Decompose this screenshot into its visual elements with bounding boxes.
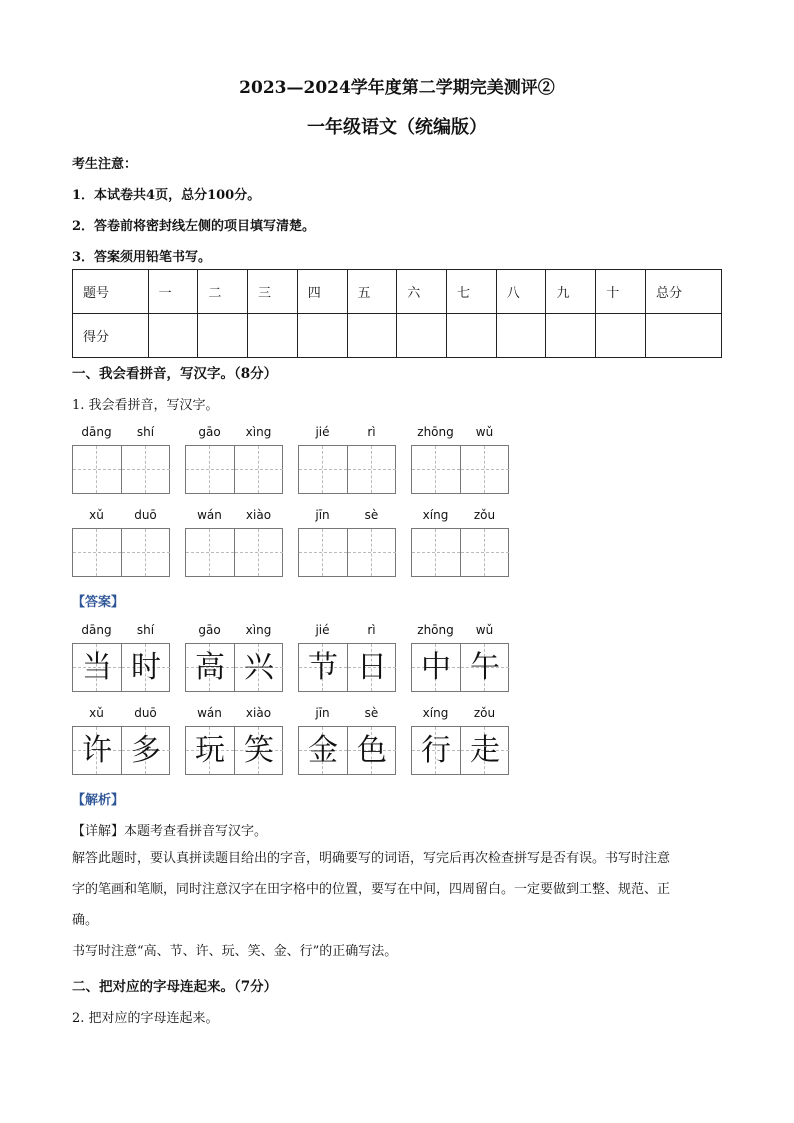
pinyin-label: wán: [197, 508, 222, 522]
tianzige-cell: [186, 727, 235, 774]
tianzige-cell[interactable]: [235, 529, 283, 576]
tianzige-cell: [235, 727, 283, 774]
pinyin-label: xìng: [245, 425, 272, 439]
detail-line: 【详解】本题考查看拼音写汉字。: [72, 824, 268, 839]
analysis-label: 【解析】: [72, 793, 125, 808]
pinyin-label: xiào: [245, 706, 272, 720]
tianzige-box: [411, 643, 509, 692]
pinyin-label: dāng: [81, 623, 112, 637]
answer-label: 【答案】: [72, 595, 125, 610]
grid-guide-line: [371, 446, 372, 493]
grid-guide-line: [73, 552, 121, 553]
answer-character: 当: [82, 650, 112, 685]
pinyin-label: zǒu: [473, 706, 496, 720]
pinyin-label: wǔ: [475, 425, 494, 439]
grid-guide-line: [484, 446, 485, 493]
pinyin-label: xíng: [422, 508, 449, 522]
answer-character: 午: [470, 650, 500, 685]
tianzige-box: [411, 528, 509, 577]
explanation-line: 书写时注意“高、节、许、玩、笑、金、行”的正确写法。: [72, 944, 398, 959]
score-cell: 三: [248, 270, 298, 314]
tianzige-box: [185, 643, 283, 692]
tianzige-box: [72, 726, 170, 775]
exam-title: 2023—2024学年度第二学期完美测评②: [239, 78, 555, 98]
answer-character: 色: [357, 733, 387, 768]
score-input-cell[interactable]: [198, 314, 248, 358]
tianzige-cell[interactable]: [299, 446, 348, 493]
tianzige-box: [411, 726, 509, 775]
score-input-cell[interactable]: [347, 314, 397, 358]
answer-character: 日: [357, 650, 387, 685]
answer-character: 时: [131, 650, 161, 685]
pinyin-label: shí: [136, 425, 155, 439]
score-table-header-row: [73, 270, 722, 314]
grid-guide-line: [96, 446, 97, 493]
score-input-cell[interactable]: [596, 314, 646, 358]
answer-character: 玩: [195, 733, 225, 768]
grid-guide-line: [348, 552, 396, 553]
grid-guide-line: [299, 469, 347, 470]
answer-word-group: [185, 623, 283, 693]
grid-guide-line: [412, 552, 460, 553]
tianzige-cell[interactable]: [186, 529, 235, 576]
grid-guide-line: [371, 529, 372, 576]
score-cell: 六: [397, 270, 447, 314]
score-label-cell: 得分: [73, 314, 149, 358]
score-cell: 七: [446, 270, 496, 314]
tianzige-cell[interactable]: [299, 529, 348, 576]
tianzige-box: [185, 528, 283, 577]
tianzige-box: [298, 726, 396, 775]
score-cell: 题号: [73, 270, 149, 314]
notice-heading: 考生注意：: [72, 157, 138, 172]
answer-character: 中: [421, 650, 451, 685]
grid-guide-line: [348, 469, 396, 470]
explanation-line: 解答此题时，要认真拼读题目给出的字音，明确要写的词语，写完后再次检查拼写是否有误。书写时注意: [72, 851, 671, 866]
pinyin-label: sè: [364, 508, 379, 522]
answer-word-group: [298, 623, 396, 693]
pinyin-label: dāng: [81, 425, 112, 439]
tianzige-cell: [122, 727, 170, 774]
section2-heading: 二、把对应的字母连起来。（7分）: [72, 979, 278, 995]
tianzige-box: [72, 445, 170, 494]
pinyin-label: sè: [364, 706, 379, 720]
tianzige-cell: [235, 644, 283, 691]
pinyin-label: jīn: [315, 706, 330, 720]
score-input-cell[interactable]: [248, 314, 298, 358]
pinyin-word-group: [298, 425, 396, 495]
grid-guide-line: [258, 446, 259, 493]
answer-character: 行: [421, 733, 451, 768]
score-cell: 十: [596, 270, 646, 314]
grid-guide-line: [145, 529, 146, 576]
tianzige-cell[interactable]: [122, 529, 170, 576]
pinyin-label: jié: [315, 425, 330, 439]
score-table-score-row: [73, 314, 722, 358]
pinyin-label: wǔ: [475, 623, 494, 637]
tianzige-box: [411, 445, 509, 494]
grid-guide-line: [322, 529, 323, 576]
pinyin-label: xǔ: [89, 508, 104, 522]
tianzige-cell: [299, 644, 348, 691]
score-input-cell[interactable]: [397, 314, 447, 358]
answer-character: 多: [131, 733, 161, 768]
tianzige-cell: [348, 727, 396, 774]
score-table: [72, 269, 722, 358]
answer-word-group: [411, 623, 509, 693]
answer-character: 节: [308, 650, 338, 685]
notice-item-1: 1．本试卷共4页，总分100分。: [72, 188, 261, 203]
notice-item-3: 3．答案须用铅笔书写。: [72, 250, 212, 265]
grid-guide-line: [322, 446, 323, 493]
explanation-line: 字的笔画和笔顺，同时注意汉字在田字格中的位置，要写在中间，四周留白。一定要做到工整、规范、正: [72, 882, 671, 897]
grid-guide-line: [96, 529, 97, 576]
tianzige-cell[interactable]: [348, 529, 396, 576]
pinyin-label: duō: [134, 706, 157, 720]
tianzige-cell[interactable]: [461, 446, 509, 493]
pinyin-word-group: [298, 508, 396, 578]
grid-guide-line: [235, 552, 283, 553]
tianzige-box: [185, 726, 283, 775]
score-cell: 一: [148, 270, 198, 314]
explanation: [72, 843, 722, 967]
answer-word-group: [298, 706, 396, 776]
tianzige-cell[interactable]: [412, 529, 461, 576]
score-cell: 九: [546, 270, 596, 314]
grid-guide-line: [258, 529, 259, 576]
tianzige-box: [72, 528, 170, 577]
score-input-cell[interactable]: [496, 314, 546, 358]
pinyin-label: xiào: [245, 508, 272, 522]
grid-guide-line: [435, 529, 436, 576]
tianzige-cell: [412, 727, 461, 774]
grid-guide-line: [73, 469, 121, 470]
grid-guide-line: [484, 529, 485, 576]
grid-guide-line: [412, 469, 460, 470]
score-input-cell[interactable]: [297, 314, 347, 358]
pinyin-word-group: [72, 508, 170, 578]
tianzige-cell[interactable]: [186, 446, 235, 493]
grid-guide-line: [235, 469, 283, 470]
tianzige-cell[interactable]: [235, 446, 283, 493]
pinyin-label: xìng: [245, 623, 272, 637]
pinyin-label: jīn: [315, 508, 330, 522]
grid-guide-line: [122, 552, 170, 553]
answer-word-group: [411, 706, 509, 776]
score-cell: 总分: [646, 270, 722, 314]
pinyin-label: shí: [136, 623, 155, 637]
score-input-cell[interactable]: [148, 314, 198, 358]
tianzige-box: [298, 528, 396, 577]
pinyin-label: gāo: [198, 623, 221, 637]
answer-character: 兴: [244, 650, 274, 685]
notice-item-2: 2．答卷前将密封线左侧的项目填写清楚。: [72, 219, 316, 234]
answer-character: 高: [195, 650, 225, 685]
pinyin-label: xǔ: [89, 706, 104, 720]
grid-guide-line: [435, 446, 436, 493]
exam-subtitle: 一年级语文（统编版）: [307, 117, 487, 138]
grid-guide-line: [209, 529, 210, 576]
score-input-cell[interactable]: [646, 314, 722, 358]
pinyin-label: wán: [197, 706, 222, 720]
score-cell: 五: [347, 270, 397, 314]
tianzige-cell: [348, 644, 396, 691]
tianzige-cell: [461, 727, 509, 774]
pinyin-label: rì: [367, 623, 376, 637]
pinyin-label: gāo: [198, 425, 221, 439]
pinyin-label: zhōng: [417, 425, 454, 439]
pinyin-word-group: [411, 425, 509, 495]
grid-guide-line: [186, 552, 234, 553]
pinyin-label: duō: [134, 508, 157, 522]
score-cell: 四: [297, 270, 347, 314]
answer-character: 走: [470, 733, 500, 768]
score-input-cell[interactable]: [546, 314, 596, 358]
tianzige-cell: [412, 644, 461, 691]
question-1: 1. 我会看拼音，写汉字。: [72, 398, 219, 413]
tianzige-cell: [186, 644, 235, 691]
answer-word-group: [72, 706, 170, 776]
pinyin-word-group: [185, 425, 283, 495]
answer-character: 金: [308, 733, 338, 768]
pinyin-label: rì: [367, 425, 376, 439]
tianzige-box: [298, 643, 396, 692]
pinyin-word-group: [185, 508, 283, 578]
tianzige-cell: [299, 727, 348, 774]
grid-guide-line: [299, 552, 347, 553]
tianzige-box: [185, 445, 283, 494]
pinyin-label: zǒu: [473, 508, 496, 522]
tianzige-box: [298, 445, 396, 494]
tianzige-cell[interactable]: [412, 446, 461, 493]
tianzige-cell: [73, 727, 122, 774]
tianzige-cell: [73, 644, 122, 691]
pinyin-label: zhōng: [417, 623, 454, 637]
tianzige-cell: [122, 644, 170, 691]
answer-word-group: [185, 706, 283, 776]
pinyin-word-group: [72, 425, 170, 495]
tianzige-cell[interactable]: [461, 529, 509, 576]
grid-guide-line: [461, 469, 509, 470]
explanation-line: 确。: [72, 913, 99, 928]
score-cell: 二: [198, 270, 248, 314]
answer-word-group: [72, 623, 170, 693]
question-2: 2. 把对应的字母连起来。: [72, 1011, 219, 1026]
grid-guide-line: [209, 446, 210, 493]
tianzige-box: [72, 643, 170, 692]
grid-guide-line: [122, 469, 170, 470]
section1-heading: 一、我会看拼音，写汉字。（8分）: [72, 366, 278, 382]
tianzige-cell[interactable]: [73, 446, 122, 493]
pinyin-word-group: [411, 508, 509, 578]
tianzige-cell[interactable]: [122, 446, 170, 493]
tianzige-cell[interactable]: [73, 529, 122, 576]
answer-character: 笑: [244, 733, 274, 768]
grid-guide-line: [186, 469, 234, 470]
tianzige-cell: [461, 644, 509, 691]
score-input-cell[interactable]: [446, 314, 496, 358]
grid-guide-line: [461, 552, 509, 553]
score-cell: 八: [496, 270, 546, 314]
answer-character: 许: [82, 733, 112, 768]
pinyin-label: xíng: [422, 706, 449, 720]
pinyin-label: jié: [315, 623, 330, 637]
tianzige-cell[interactable]: [348, 446, 396, 493]
grid-guide-line: [145, 446, 146, 493]
